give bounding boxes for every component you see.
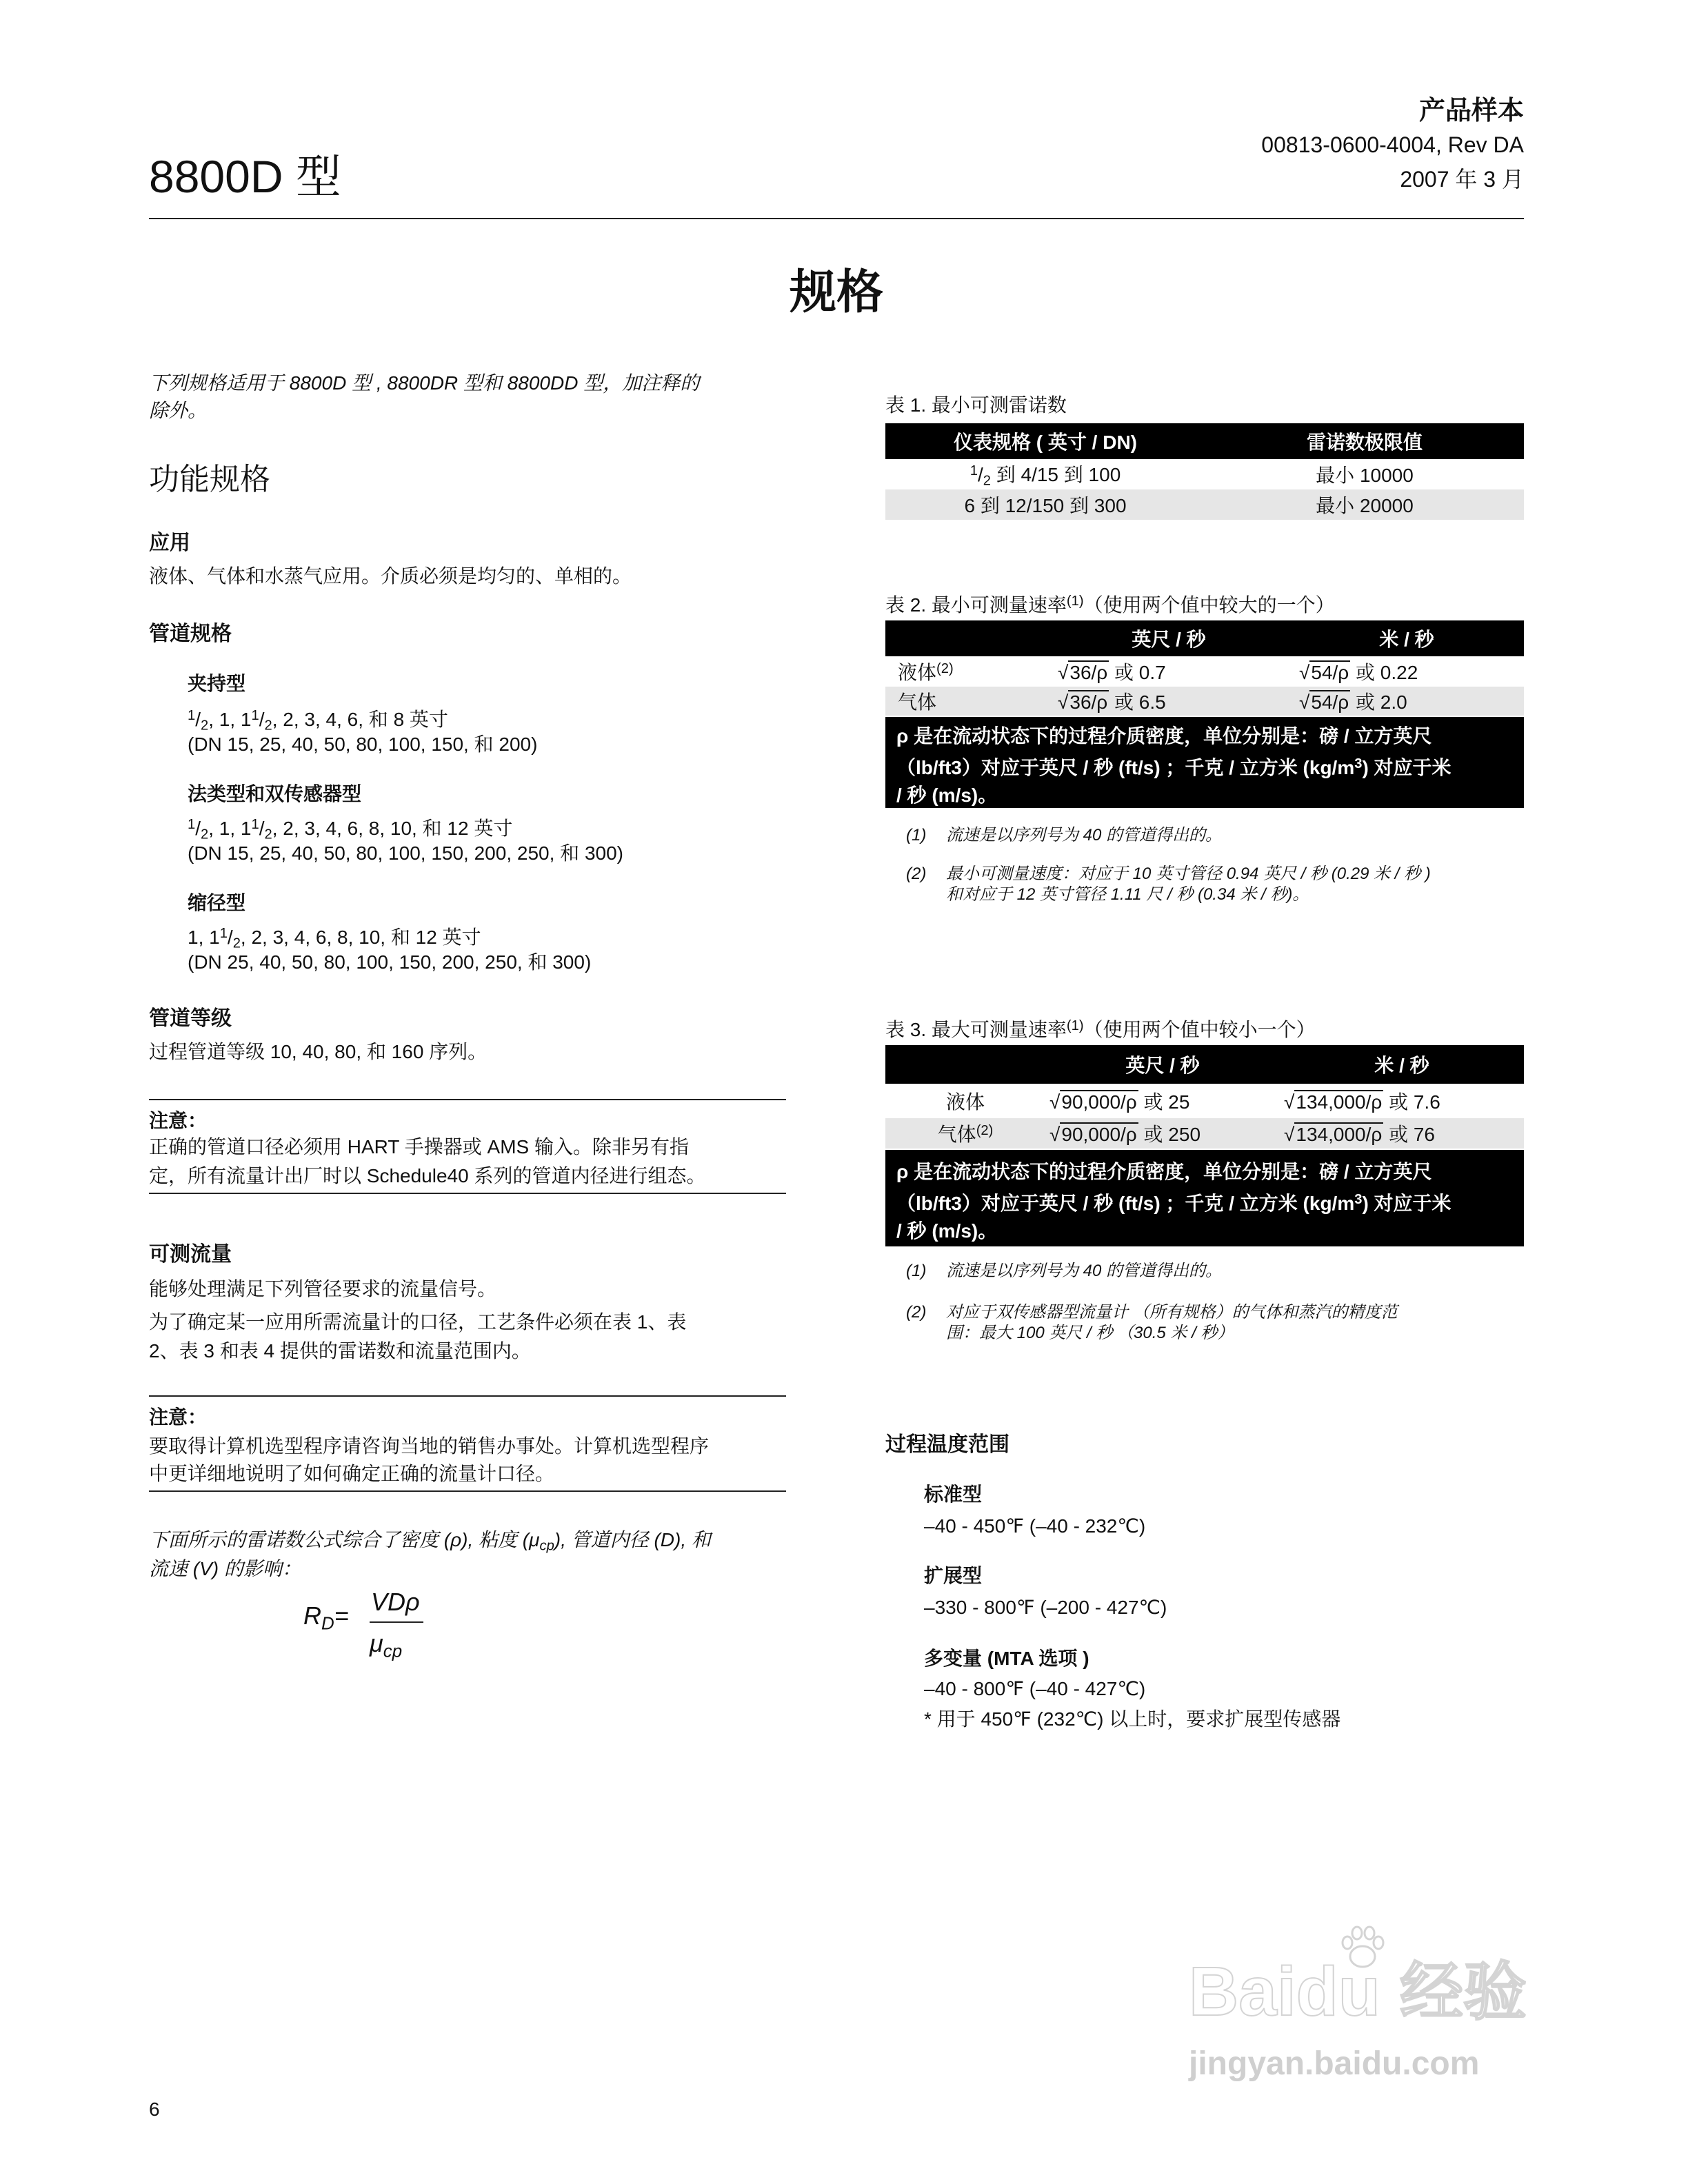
text-segment: ), 管道内径 (D), 和 (554, 1529, 711, 1550)
text-segment: , 1, 1 (208, 818, 252, 840)
text-segment: ) 对应于米 (1362, 757, 1451, 779)
text-segment: / 秒 (m/s)。 (896, 785, 998, 807)
text-segment: 液体 (945, 1091, 985, 1113)
flow-heading: 可测流量 (149, 1243, 232, 1266)
note1-bottom-rule (149, 1193, 786, 1194)
text-segment: （lb/ft3）对应于英尺 / 秒 (ft/s) ；千克 / 立方米 (kg/m (896, 757, 1355, 779)
section-title-functional: 功能规格 (149, 463, 270, 496)
text-segment: / 秒 (m/s)。 (896, 1220, 998, 1242)
text-segment: μ (370, 1629, 383, 1657)
text-segment: √ (1049, 1124, 1061, 1145)
text-segment: （lb/ft3）对应于英尺 / 秒 (ft/s) ；千克 / 立方米 (kg/m (896, 1193, 1355, 1215)
subscript: 2 (264, 827, 272, 842)
text-segment: 或 6.5 (1109, 691, 1166, 713)
table3-footnote-2-line-2: 围：最大 100 英尺 / 秒 （30.5 米 / 秒） (946, 1324, 1234, 1342)
flow-line-1: 能够处理满足下列管径要求的流量信号。 (149, 1278, 497, 1300)
application-text: 液体、气体和水蒸气应用。介质必须是均匀的、单相的。 (149, 565, 632, 587)
table2-label-cell (885, 656, 1048, 687)
table3-header-m: 米 / 秒 (1280, 1045, 1524, 1084)
doc-number: 00813-0600-4004, Rev DA (1261, 132, 1524, 157)
page-number: 6 (149, 2099, 160, 2120)
intro-line-1: 下列规格适用于 8800D 型 , 8800DR 型和 8800DD 型，加注释的 (149, 372, 700, 394)
table3-header-row (885, 1045, 1524, 1084)
text-segment: 或 2.0 (1350, 691, 1407, 713)
formula-lhs (303, 1601, 349, 1639)
text-segment: , 2, 3, 4, 6, 8, 10, 和 12 英寸 (272, 818, 513, 840)
page-title: 规格 (789, 266, 883, 318)
subscript: 2 (264, 718, 272, 734)
table1-header-row (885, 423, 1524, 459)
table3-density-note (885, 1150, 1524, 1246)
text-segment: , 2, 3, 4, 6, 和 8 英寸 (272, 709, 448, 731)
text-segment: √ (1049, 1091, 1061, 1113)
text-segment: 或 0.22 (1350, 662, 1418, 683)
text-segment: 或 250 (1138, 1124, 1201, 1145)
table3-m-cell (1280, 1084, 1524, 1118)
text-segment: ρ 是在流动状态下的过程介质密度，单位分别是：磅 / 立方英尺 (896, 1161, 1432, 1182)
table2-note-line (896, 782, 1524, 809)
text-segment: 1, 1 (188, 927, 220, 949)
note1-line-2: 定，所有流量计出厂时以 Schedule40 系列的管道内径进行组态。 (149, 1165, 706, 1186)
table3-header-blank (885, 1045, 1045, 1084)
text-segment: 液体 (898, 662, 937, 683)
table2-header-row (885, 620, 1524, 656)
temperature-multivariable-value: –40 - 800℉ (–40 - 427℃) (924, 1678, 1146, 1699)
temperature-extended-heading: 扩展型 (924, 1565, 983, 1586)
note1-line-1: 正确的管道口径必须用 HART 手操器或 AMS 输入。除非另有指 (149, 1136, 690, 1157)
text-segment: 表 2. 最小可测量速率 (885, 594, 1067, 616)
table3 (885, 1045, 1524, 1149)
reducer-dn: (DN 25, 40, 50, 80, 100, 150, 200, 250, 和 300) (188, 951, 592, 973)
subscript: D (321, 1614, 334, 1634)
pipe-schedule-text: 过程管道等级 10, 40, 80, 和 160 序列。 (149, 1041, 488, 1062)
temperature-footnote: * 用于 450℉ (232℃) 以上时，要求扩展型传感器 (924, 1708, 1341, 1730)
text-segment: 或 25 (1138, 1091, 1190, 1113)
text-segment: √ (1284, 1124, 1295, 1145)
table2-label-cell (885, 687, 1048, 716)
superscript: 1 (219, 926, 228, 941)
formula-fraction-bar (370, 1621, 423, 1623)
text-segment: 6 到 12/150 到 300 (964, 495, 1127, 516)
text-segment: / (259, 709, 265, 731)
table3-ft-cell (1045, 1084, 1280, 1118)
table-row (885, 489, 1524, 520)
temperature-heading: 过程温度范围 (885, 1433, 1009, 1456)
superscript: (2) (976, 1122, 994, 1138)
table2-note-line (896, 722, 1524, 750)
table2-footnote-2-line-1: 最小可测量速度：对应于 10 英寸管径 0.94 英尺 / 秒 (0.29 米 / 秒 ) (946, 865, 1431, 883)
text-segment: √ (1058, 662, 1069, 683)
table-row (885, 1084, 1524, 1118)
table3-header-ft: 英尺 / 秒 (1045, 1045, 1280, 1084)
table2-footnote-2-line-2: 和对应于 12 英寸管径 1.11 尺 / 秒 (0.34 米 / 秒)。 (946, 885, 1309, 904)
table-row (885, 1118, 1524, 1149)
table1-header-limit: 雷诺数极限值 (1205, 423, 1524, 459)
formula-numerator: VDρ (371, 1588, 420, 1616)
note2-bottom-rule (149, 1490, 786, 1492)
header-rule (149, 218, 1524, 219)
table2-m-cell (1289, 656, 1524, 687)
table1-size-cell (885, 459, 1205, 489)
superscript: (1) (1066, 1018, 1084, 1033)
wafer-heading: 夹持型 (188, 673, 246, 694)
text-segment: 到 4/15 到 100 (990, 463, 1121, 485)
superscript: 3 (1354, 1192, 1363, 1207)
radicand: 36/ρ (1069, 662, 1108, 683)
radicand: 134,000/ρ (1296, 1124, 1383, 1145)
text-segment: , 2, 3, 4, 6, 8, 10, 和 12 英寸 (240, 927, 481, 949)
subscript: 2 (232, 936, 241, 951)
superscript: 1 (969, 463, 978, 478)
superscript: (2) (936, 660, 954, 676)
text-segment: 或 0.7 (1109, 662, 1166, 683)
table2-footnote-1-mark: (1) (906, 826, 927, 845)
radicand: 134,000/ρ (1296, 1091, 1383, 1113)
table2-footnote-1-text: 流速是以序列号为 40 的管道得出的。 (946, 826, 1223, 845)
table2-m-cell (1289, 687, 1524, 716)
superscript: 1 (188, 817, 196, 832)
text-segment: = (334, 1601, 349, 1630)
table-row (885, 687, 1524, 716)
note1-top-rule (149, 1099, 786, 1100)
text-segment: / (259, 818, 265, 840)
flanged-heading: 法类型和双传感器型 (188, 783, 362, 805)
text-segment: √ (1299, 662, 1310, 683)
text-segment: 气体 (937, 1124, 976, 1145)
superscript: 1 (251, 708, 259, 723)
subscript: cp (539, 1538, 554, 1554)
doc-date: 2007 年 3 月 (1400, 167, 1524, 192)
table3-footnote-1-text: 流速是以序列号为 40 的管道得出的。 (946, 1262, 1223, 1280)
table1-header-size: 仪表规格 ( 英寸 / DN) (885, 423, 1205, 459)
reducer-heading: 缩径型 (188, 892, 246, 913)
table2-header-m: 米 / 秒 (1289, 620, 1524, 656)
flow-line-3: 2、表 3 和表 4 提供的雷诺数和流量范围内。 (149, 1340, 531, 1362)
pipe-sizes-heading: 管道规格 (149, 623, 232, 645)
note2-line-2: 中更详细地说明了如何确定正确的流量计口径。 (149, 1463, 555, 1484)
table3-label-cell (885, 1084, 1045, 1118)
table3-note-line (896, 1217, 1524, 1245)
table-row (885, 656, 1524, 687)
text-segment: √ (1299, 691, 1310, 713)
superscript: 1 (188, 708, 196, 723)
text-segment: / (195, 818, 201, 840)
radicand: 90,000/ρ (1061, 1124, 1137, 1145)
table2-header-ft: 英尺 / 秒 (1048, 620, 1289, 656)
watermark-brand: Baidu (1189, 1953, 1380, 2030)
text-segment: 或 76 (1383, 1124, 1436, 1145)
table1-title: 表 1. 最小可测雷诺数 (885, 394, 1067, 416)
table2-density-note (885, 717, 1524, 808)
text-segment: 气体 (898, 691, 937, 713)
text-segment: 下面所示的雷诺数公式综合了密度 (ρ), 粘度 (μ (149, 1529, 540, 1550)
table2 (885, 620, 1524, 716)
table1-limit-cell: 最小 10000 (1316, 465, 1414, 486)
table2-ft-cell (1048, 687, 1289, 716)
note2-label: 注意： (149, 1406, 208, 1428)
table-row (885, 459, 1524, 489)
table3-ft-cell (1045, 1118, 1280, 1149)
table2-footnote-2-mark: (2) (906, 865, 927, 883)
model-title: 8800D 型 (149, 151, 341, 202)
table3-m-cell (1280, 1118, 1524, 1149)
watermark-label: 经验 (1400, 1957, 1527, 2028)
text-segment: 或 7.6 (1383, 1091, 1440, 1113)
text-segment: （使用两个值中较大的一个） (1083, 594, 1335, 616)
watermark-url: jingyan.baidu.com (1189, 2045, 1480, 2082)
text-segment: / (195, 709, 201, 731)
table3-footnote-1-mark: (1) (906, 1262, 927, 1280)
temperature-standard-value: –40 - 450℉ (–40 - 232℃) (924, 1515, 1146, 1537)
wafer-dn: (DN 15, 25, 40, 50, 80, 100, 150, 和 200) (188, 734, 538, 755)
superscript: 1 (251, 817, 259, 832)
table3-label-cell (885, 1118, 1045, 1149)
subscript: 2 (201, 827, 209, 842)
pipe-schedule-heading: 管道等级 (149, 1007, 232, 1030)
radicand: 90,000/ρ (1061, 1091, 1137, 1113)
text-segment: （使用两个值中较小一个） (1083, 1019, 1316, 1041)
note2-line-1: 要取得计算机选型程序请咨询当地的销售办事处。计算机选型程序 (149, 1435, 710, 1457)
table3-title (885, 1012, 1316, 1044)
intro-line-2: 除外。 (149, 400, 208, 421)
superscript: (1) (1066, 594, 1084, 609)
temperature-standard-heading: 标准型 (924, 1484, 983, 1505)
radicand: 54/ρ (1311, 691, 1349, 713)
table2-title (885, 587, 1335, 619)
text-segment: ρ 是在流动状态下的过程介质密度，单位分别是：磅 / 立方英尺 (896, 725, 1432, 747)
table2-header-blank (885, 620, 1048, 656)
temperature-extended-value: –330 - 800℉ (–200 - 427℃) (924, 1597, 1167, 1618)
note2-top-rule (149, 1395, 786, 1397)
formula-intro-line-2: 流速 (V) 的影响： (149, 1558, 301, 1579)
subscript: cp (383, 1641, 403, 1661)
text-segment: 表 3. 最大可测量速率 (885, 1019, 1067, 1041)
table3-note-line (896, 1186, 1524, 1217)
formula-denominator (370, 1628, 402, 1666)
radicand: 36/ρ (1069, 691, 1108, 713)
table2-note-line (896, 750, 1524, 782)
flow-line-2: 为了确定某一应用所需流量计的口径，工艺条件必须在表 1、表 (149, 1311, 687, 1333)
subscript: 2 (201, 718, 209, 734)
table1-limit-cell: 最小 20000 (1205, 489, 1524, 520)
flanged-dn: (DN 15, 25, 40, 50, 80, 100, 150, 200, 250, 和 300) (188, 842, 623, 864)
radicand: 54/ρ (1311, 662, 1349, 683)
text-segment: √ (1284, 1091, 1295, 1113)
table3-footnote-2-line-1: 对应于双传感器型流量计 （所有规格）的气体和蒸汽的精度范 (946, 1303, 1398, 1322)
note1-label: 注意： (149, 1110, 208, 1131)
temperature-multivariable-heading: 多变量 (MTA 选项 ) (924, 1648, 1089, 1669)
text-segment: , 1, 1 (208, 709, 252, 731)
superscript: 3 (1354, 756, 1363, 771)
text-segment: R (303, 1601, 321, 1630)
text-segment: / (977, 463, 983, 485)
table1 (885, 423, 1524, 520)
application-heading: 应用 (149, 532, 190, 554)
subscript: 2 (983, 473, 991, 489)
table3-note-line (896, 1158, 1524, 1186)
table2-ft-cell (1048, 656, 1289, 687)
text-segment: / (227, 927, 233, 949)
text-segment: √ (1058, 691, 1069, 713)
doc-type: 产品样本 (1418, 97, 1524, 125)
table3-footnote-2-mark: (2) (906, 1303, 927, 1322)
table1-size-cell (885, 489, 1205, 520)
text-segment: ) 对应于米 (1362, 1193, 1451, 1215)
